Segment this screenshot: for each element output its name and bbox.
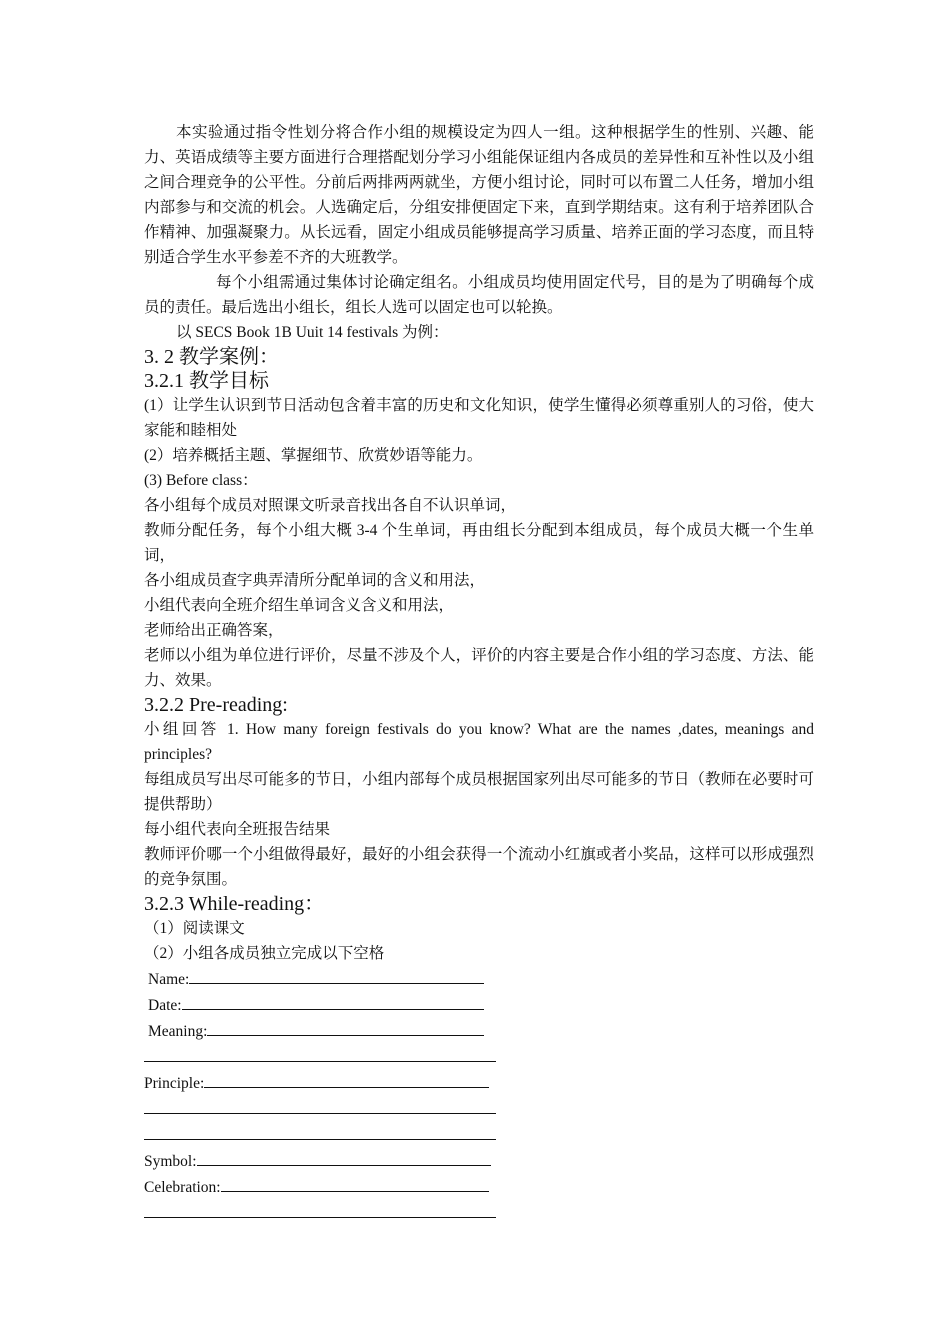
heading-3-2-2: 3.2.2 Pre-reading: — [144, 694, 288, 716]
document-page — [144, 120, 814, 1226]
principle-field-row — [144, 1070, 814, 1096]
objective-item: (2）培养概括主题、掌握细节、欣赏妙语等能力。 — [144, 447, 483, 464]
celebration-continuation-blank — [144, 1200, 496, 1218]
whilereading-item: （2）小组各成员独立完成以下空格 — [144, 945, 385, 962]
date-field-label: Date: — [148, 997, 182, 1014]
heading-3-2-1: 3.2.1 教学目标 — [144, 370, 269, 392]
objective-item: 各小组成员查字典弄清所分配单词的含义和用法， — [144, 572, 486, 589]
intro-paragraph-1: 本实验通过指令性划分将合作小组的规模设定为四人一组。这种根据学生的性别、兴趣、能力、英语成绩等主要方面进行合理搭配划分学习小组能保证组内各成员的差异性和互补性以及小组之间合理竞争的公平性。分前后两排两两就坐，方便小组讨论，同时可以布置二人任务，增加小组内部参与和交流的机会。人选确定后，分组安排便固定下来，直到学期结束。这有利于培养团队合作精神、加强凝聚力。从长远看，固定小组成员能够提高学习质量、培养正面的学习态度，而且特别适合学生水平参差不齐的大班教学。 — [144, 124, 814, 266]
objective-item: 小组代表向全班介绍生单词含义含义和用法， — [144, 597, 455, 614]
prereading-item: 小组回答 1. How many foreign festivals do you know? What are the names ,dates, meanings and principles? — [144, 721, 814, 763]
celebration-field-row — [144, 1174, 814, 1200]
principle-continuation-blank — [144, 1122, 496, 1140]
symbol-field-label: Symbol: — [144, 1153, 197, 1170]
objective-item: (1）让学生认识到节日活动包含着丰富的历史和文化知识，使学生懂得必须尊重别人的习俗，使大家能和睦相处 — [144, 397, 814, 439]
whilereading-item: （1）阅读课文 — [144, 920, 245, 937]
meaning-field-row — [144, 1018, 814, 1044]
objective-item: (3) Before class： — [144, 472, 258, 489]
intro-paragraph-2: 每个小组需通过集体讨论确定组名。小组成员均使用固定代号，目的是为了明确每个成员的责任。最后选出小组长，组长人选可以固定也可以轮换。 — [144, 274, 814, 316]
prereading-item: 教师评价哪一个小组做得最好，最好的小组会获得一个流动小红旗或者小奖品，这样可以形成强烈的竞争氛围。 — [144, 846, 814, 888]
meaning-field-blank — [207, 1018, 484, 1036]
celebration-field-blank — [221, 1174, 489, 1192]
meaning-field-label: Meaning: — [148, 1023, 208, 1040]
objective-item: 老师给出正确答案， — [144, 622, 284, 639]
principle-field-label: Principle: — [144, 1075, 205, 1092]
principle-continuation-blank — [144, 1096, 496, 1114]
symbol-field-row — [144, 1148, 814, 1174]
prereading-item: 每小组代表向全班报告结果 — [144, 821, 331, 838]
principle-continuation-row — [144, 1096, 814, 1122]
name-field-blank — [189, 966, 484, 984]
date-field-row — [144, 992, 814, 1018]
celebration-field-label: Celebration: — [144, 1179, 221, 1196]
principle-field-blank — [204, 1070, 489, 1088]
name-field-row — [144, 966, 814, 992]
objective-item: 教师分配任务，每个小组大概 3-4 个生单词，再由组长分配到本组成员，每个成员大概一个生单词， — [144, 522, 814, 564]
name-field-label: Name: — [148, 971, 190, 988]
heading-3-2: 3. 2 教学案例： — [144, 346, 279, 368]
celebration-continuation-row — [144, 1200, 814, 1226]
objective-item: 各小组每个成员对照课文听录音找出各自不认识单词， — [144, 497, 517, 514]
date-field-blank — [182, 992, 484, 1010]
festival-form — [144, 966, 814, 1226]
prereading-item: 每组成员写出尽可能多的节日，小组内部每个成员根据国家列出尽可能多的节日（教师在必要时可提供帮助） — [144, 771, 814, 813]
meaning-continuation-row — [144, 1044, 814, 1070]
heading-3-2-3: 3.2.3 While-reading： — [144, 893, 325, 915]
objective-item: 老师以小组为单位进行评价，尽量不涉及个人，评价的内容主要是合作小组的学习态度、方法、能力、效果。 — [144, 647, 814, 689]
intro-example-line: 以 SECS Book 1B Uuit 14 festivals 为例： — [176, 324, 449, 341]
symbol-field-blank — [197, 1148, 491, 1166]
principle-continuation-row — [144, 1122, 814, 1148]
meaning-continuation-blank — [144, 1044, 496, 1062]
